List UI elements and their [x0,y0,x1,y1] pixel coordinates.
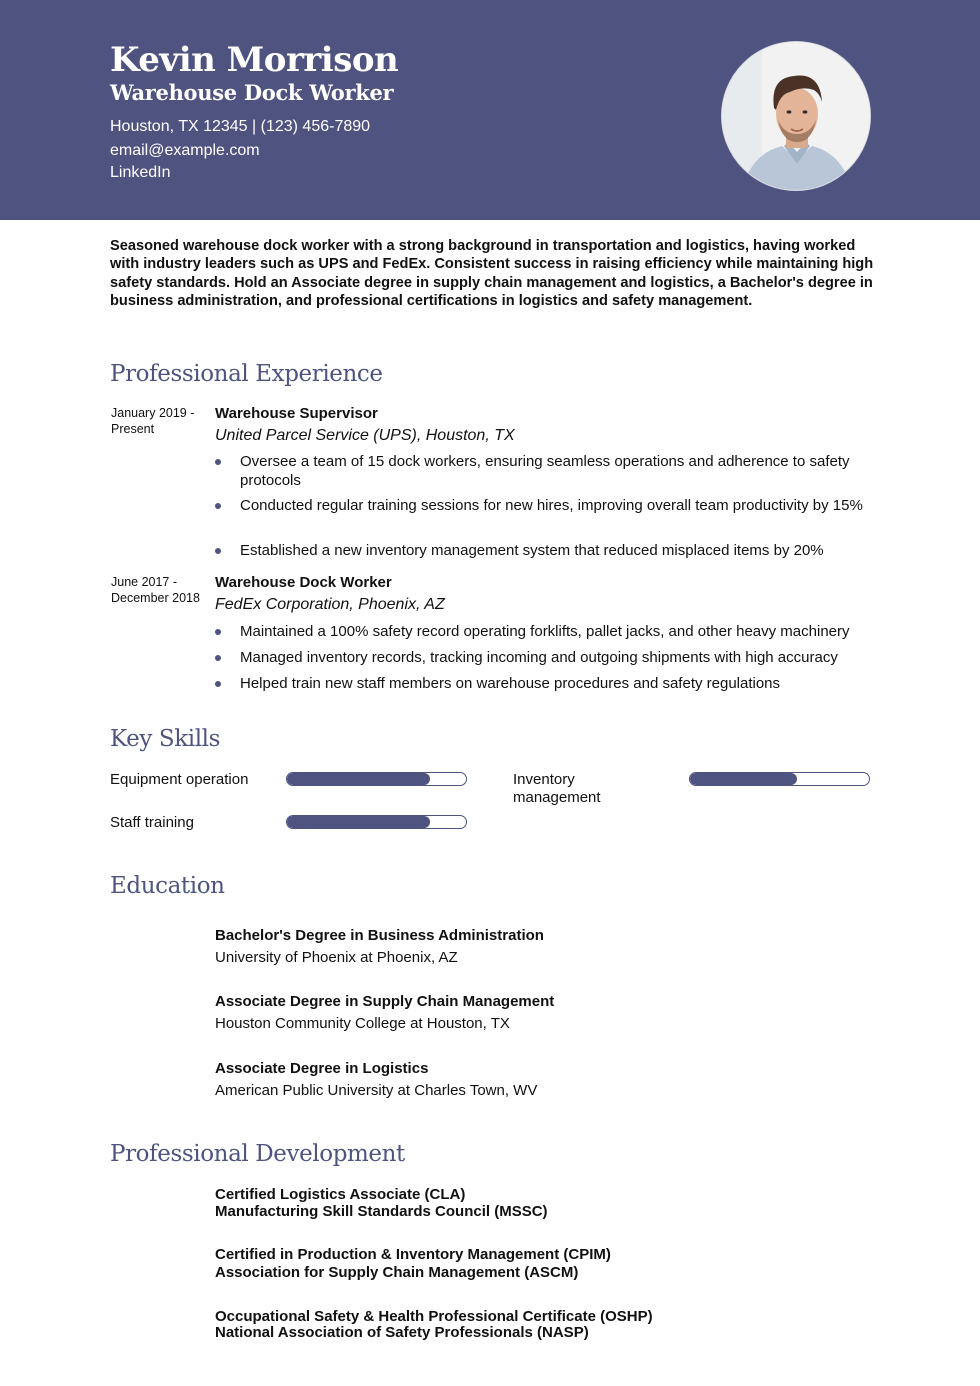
section-title-education: Education [110,873,225,899]
bullet-dot-icon [215,548,221,554]
skill-level-fill [287,773,430,785]
skill-level-bar [689,772,870,786]
skill-level-fill [690,773,797,785]
bullet-text: Helped train new staff members on warehouse procedures and safety regulations [240,675,781,692]
certification-name: Certified in Production & Inventory Management (CPIM) [215,1246,611,1263]
certification-name: Occupational Safety & Health Professional Certificate (OSHP) [215,1308,653,1325]
contact-linkedin[interactable]: LinkedIn [110,164,171,181]
professional-summary: Seasoned warehouse dock worker with a strong background in transportation and logistics, having worked with industry leaders such as UPS and FedEx. Consistent success in raising efficiency while maintaining high safety standards. Hold an Associate degree in supply chain management and logistics, a Bachelor's degree in business administration, and professional certifications in logistics and safety management. [110,238,874,309]
section-title-experience: Professional Experience [110,361,383,387]
job-bullet [215,623,875,642]
education-school: American Public University at Charles Town, WV [215,1082,538,1099]
job-bullet [215,675,875,694]
job-bullet [215,497,875,516]
job-bullet [215,649,875,668]
job-company: FedEx Corporation, Phoenix, AZ [215,596,445,613]
education-school: University of Phoenix at Phoenix, AZ [215,949,458,966]
contact-email[interactable]: email@example.com [110,142,260,159]
certification-org: Manufacturing Skill Standards Council (MSSC) [215,1203,548,1220]
education-degree: Associate Degree in Logistics [215,1060,429,1077]
person-portrait-icon [722,42,871,191]
bullet-text: Managed inventory records, tracking incoming and outgoing shipments with high accuracy [240,649,838,666]
candidate-name: Kevin Morrison [110,40,399,80]
bullet-dot-icon [215,629,221,635]
section-title-skills: Key Skills [110,726,221,752]
skill-label: Inventory management [513,771,601,806]
education-school: Houston Community College at Houston, TX [215,1015,510,1032]
job-bullet [215,453,875,490]
bullet-dot-icon [215,459,221,465]
job-bullet [215,542,875,561]
skill-label: Staff training [110,814,194,831]
education-degree: Associate Degree in Supply Chain Management [215,993,555,1010]
education-degree: Bachelor's Degree in Business Administration [215,927,544,944]
bullet-dot-icon [215,681,221,687]
skill-level-fill [287,816,430,828]
resume-header [0,0,980,220]
skill-label: Equipment operation [110,771,249,788]
job-date: January 2019 - Present [111,406,195,436]
certification-org: National Association of Safety Professionals (NASP) [215,1324,589,1341]
bullet-dot-icon [215,503,221,509]
job-title: Warehouse Supervisor [215,405,378,422]
certification-name: Certified Logistics Associate (CLA) [215,1186,466,1203]
bullet-text: Maintained a 100% safety record operating forklifts, pallet jacks, and other heavy machinery [240,623,850,640]
skill-level-bar [286,815,467,829]
job-title: Warehouse Dock Worker [215,574,392,591]
skill-level-bar [286,772,467,786]
profile-photo [721,41,871,191]
candidate-title: Warehouse Dock Worker [110,80,394,105]
section-title-development: Professional Development [110,1141,405,1167]
bullet-text: Conducted regular training sessions for new hires, improving overall team productivity by 15% [240,497,863,514]
contact-location-phone: Houston, TX 12345 | (123) 456-7890 [110,118,371,135]
bullet-dot-icon [215,655,221,661]
certification-org: Association for Supply Chain Management (ASCM) [215,1264,579,1281]
job-date: June 2017 - December 2018 [111,575,200,605]
bullet-text: Oversee a team of 15 dock workers, ensuring seamless operations and adherence to safety protocols [240,453,850,489]
bullet-text: Established a new inventory management system that reduced misplaced items by 20% [240,542,824,559]
job-company: United Parcel Service (UPS), Houston, TX [215,427,515,444]
